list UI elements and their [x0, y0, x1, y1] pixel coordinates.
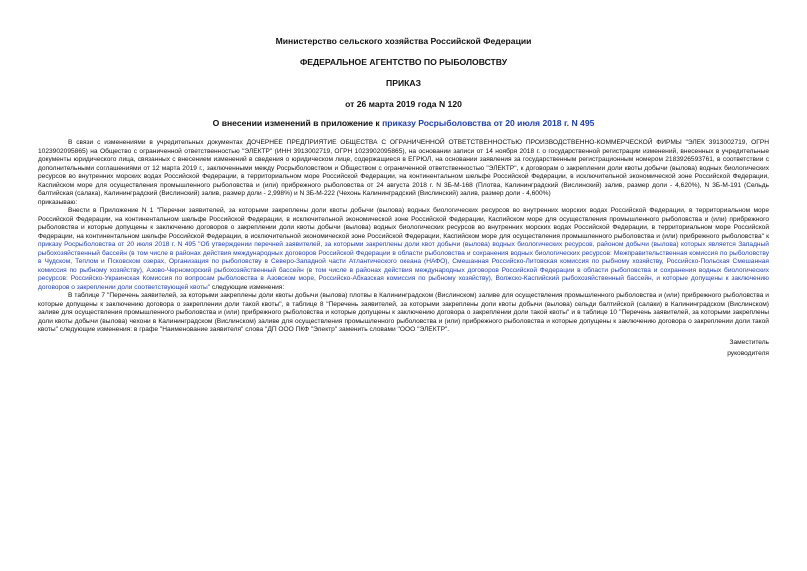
title-order-link[interactable]: приказу Росрыболовства от 20 июля 2018 г. N 495	[382, 118, 595, 128]
amendment-text-a: Внести в Приложение N 1 "Перечни заявителей, за которыми закреплены доли квоты добычи (вылова) водных биологических ресурсов во внутренних морских водах Российской Федерации, в территориальном море Российской Федерации, на континентальном шельфе Российской Федерации, в исключительной экономической зоне Российской Федерации, Каспийском море для осуществления промышленного рыболовства и (или) прибрежного рыболовства и которые допущены к заключению договоров о закреплении доли квоты добычи (вылова) водных биологических ресурсов во внутренних морских водах Российской Федерации, в территориальном море Российской Федерации, на континентальном шельфе Российской Федерации, в исключительной экономической зоне Российской Федерации, Каспийском море для осуществления промышленного рыболовства и (или) прибрежного рыболовства" к	[38, 207, 769, 240]
amendment-text-b: следующие изменения:	[210, 283, 285, 291]
doc-type-heading: ПРИКАЗ	[386, 78, 421, 88]
document-body	[38, 139, 769, 335]
preamble-paragraph: В связи с изменениями в учредительных документах ДОЧЕРНЕЕ ПРЕДПРИЯТИЕ ОБЩЕСТВА С ОГРАНИЧЕННОЙ ОТВЕТСТВЕННОСТЬЮ ПРОИЗВОДСТВЕННО-КОММЕРЧЕСКОЙ ФИРМЫ "ЭЛЕК 3913002719, ОГРН 1023902095865) на Общество с ограниченной ответственностью "ЭЛЕКТР" (ИНН 3913002719, ОГРН 1023902095865), на основании записи от 14 ноября 2018 г. о государственной регистрации изменений, внесенных в учредительные документы юридического лица, связанных с внесением изменений в сведения о юридическом лице, содержащиеся в ЕГРЮЛ, на основании заявления за государственным регистрационным номером 2183926593761, в соответствии с дополнительными соглашениями от 12 марта 2019 г., заключенными между Росрыболовством и Обществом с ограниченной ответственностью "ЭЛЕКТР", к договорам о закреплении доли квоты добычи (вылова) водных биологических ресурсов во внутренних морских водах Российской Федерации, в территориальном море Российской Федерации, на континентальном шельфе Российской Федерации, в исключительной экономической зоне Российской Федерации, Каспийском море для осуществления промышленного рыболовства и (или) прибрежного рыболовства от 24 августа 2018 г. N 3Б-М-168 (Плотва, Калининградский (Вислинский) залив, размер доли - 4,620%), N 3Б-М-191 (Сельдь балтийская (салака), Калининградский (Вислинский) залив, размер доли - 2,998%) и N 3Б-М-222 (Чехонь Калининградский (Вислинский) залив, размер доли - 4,600%)	[38, 139, 769, 197]
tables-paragraph: В таблице 7 "Перечень заявителей, за которыми закреплены доли квоты добычи (вылова) плотвы в Калининградском (Вислинском) заливе для осуществления промышленного рыболовства и (или) прибрежного рыболовства и которые допущены к заключению договора о закреплении доли такой квоты", в таблице 8 "Перечень заявителей, за которыми закреплены доли квоты добычи (вылова) сельди балтийской (салаки) в Калининградском (Вислинском) заливе для осуществления промышленного рыболовства и (или) прибрежного рыболовства и которые допущены к заключению договора о закреплении доли такой квоты" и в таблице 10 "Перечень заявителей, за которыми закреплены доли квоты добычи (вылова) чехони в Калининградском (Вислинском) заливе для осуществления промышленного рыболовства и (или) прибрежного рыболовства и которые допущены к заключению договора о закреплении доли такой квоты" следующие изменения: в графе "Наименование заявителя" слова "ДП ООО ПКФ "Электр" заменить словами "ООО "ЭЛЕКТР".	[38, 292, 769, 333]
signature-line-2: руководителя	[727, 349, 769, 357]
title-prefix: О внесении изменений в приложение к	[212, 118, 383, 128]
prikazyvayu-text: приказываю:	[38, 198, 78, 206]
agency-heading: ФЕДЕРАЛЬНОЕ АГЕНТСТВО ПО РЫБОЛОВСТВУ	[299, 57, 508, 67]
order-495-link[interactable]: приказу Росрыболовства от 20 июля 2018 г. N 495 "Об утверждении перечней заявителей, за которыми закреплены доли квот добычи (вылова) водных биологических ресурсов, районом добычи (вылова) которых является Западный рыбохозяйственный бассейн (в том числе в районах действия международных договоров Российской Федерации в области рыболовства и сохранения водных биологических ресурсов: Межправительственная комиссия по рыболовству в Чудском, Теплом и Псковском озерах, Организация по рыболовству в Северо-Западной части Атлантического океана (НАФО), Смешанная Российско-Литовская комиссия по рыбному хозяйству, Российско-Польская Смешанная комиссия по рыбному хозяйству), Азово-Черноморский рыбохозяйственный бассейн (в том числе в районах действия международных договоров Российской Федерации в области рыболовства и сохранения водных биологических ресурсов: Российско-Украинская Комиссия по вопросам рыболовства в Азовском море, Российско-Абхазская комиссия по рыбному хозяйству), Волжско-Каспийский рыбохозяйственный бассейн, и которые допущены к заключению договоров о закреплении доли соответствующей квоты"	[38, 241, 769, 291]
signature-line-1: Заместитель	[729, 338, 769, 346]
document-title	[38, 118, 769, 129]
date-number-heading: от 26 марта 2019 года N 120	[345, 99, 462, 109]
ministry-heading: Министерство сельского хозяйства Российской Федерации	[275, 36, 532, 46]
signature-block	[38, 337, 769, 359]
amendment-paragraph	[38, 207, 769, 292]
